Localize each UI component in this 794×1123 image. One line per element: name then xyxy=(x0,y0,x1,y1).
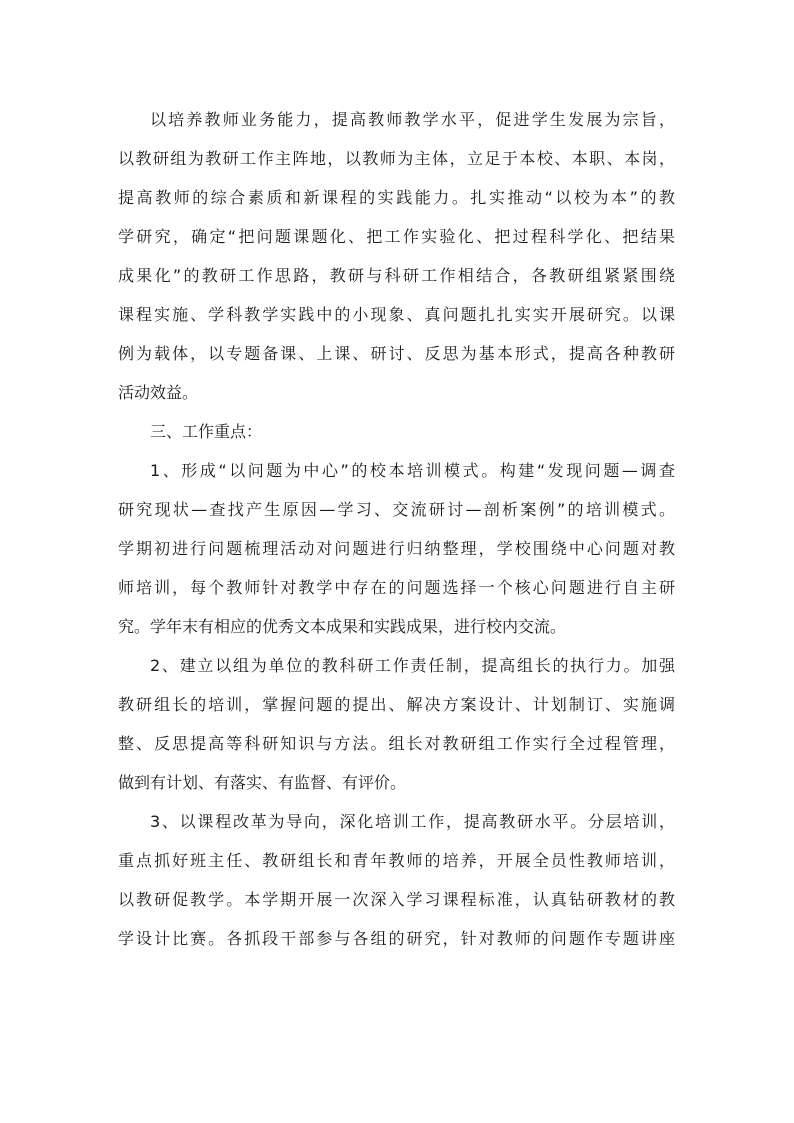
text-line: 以培养教师业务能力，提高教师教学水平，促进学生发展为宗旨， xyxy=(150,110,675,129)
text-line: 活动效益。 xyxy=(118,383,199,402)
document-body xyxy=(118,100,675,958)
text-line: 课程实施、学科教学实践中的小现象、真问题扎扎实实开展研究。以课 xyxy=(118,305,675,324)
text-line: 成果化”的教研工作思路，教研与科研工作相结合，各教研组紧紧围绕 xyxy=(118,266,675,285)
text-line: 教研组长的培训，掌握问题的提出、解决方案设计、计划制订、实施调 xyxy=(118,695,675,714)
text-line: 提高教师的综合素质和新课程的实践能力。扎实推动“以校为本”的教 xyxy=(118,188,675,207)
text-line: 以教研组为教研工作主阵地，以教师为主体，立足于本校、本职、本岗， xyxy=(118,149,675,168)
text-line: 重点抓好班主任、教研组长和青年教师的培养，开展全员性教师培训， xyxy=(118,851,675,870)
text-line: 3、以课程改革为导向，深化培训工作，提高教研水平。分层培训， xyxy=(150,812,675,831)
text-line: 学设计比赛。各抓段干部参与各组的研究，针对教师的问题作专题讲座 xyxy=(118,929,675,948)
text-line: 整、反思提高等科研知识与方法。组长对教研组工作实行全过程管理， xyxy=(118,734,675,753)
text-line: 学研究，确定“把问题课题化、把工作实验化、把过程科学化、把结果 xyxy=(118,227,675,246)
text-line: 研究现状—查找产生原因—学习、交流研讨—剖析案例”的培训模式。 xyxy=(118,500,675,519)
text-line: 做到有计划、有落实、有监督、有评价。 xyxy=(118,773,407,792)
paragraph-item-3 xyxy=(118,802,675,958)
paragraph-item-2 xyxy=(118,646,675,802)
section-heading xyxy=(118,412,675,451)
text-line: 以教研促教学。本学期开展一次深入学习课程标准，认真钻研教材的教 xyxy=(118,890,675,909)
paragraph-item-1 xyxy=(118,451,675,646)
text-line: 例为载体，以专题备课、上课、研讨、反思为基本形式，提高各种教研 xyxy=(118,344,675,363)
text-line: 究。学年末有相应的优秀文本成果和实践成果，进行校内交流。 xyxy=(118,617,567,636)
text-line: 师培训，每个教师针对教学中存在的问题选择一个核心问题进行自主研 xyxy=(118,578,675,597)
text-line: 2、建立以组为单位的教科研工作责任制，提高组长的执行力。加强 xyxy=(150,656,675,675)
text-line: 1、形成“以问题为中心”的校本培训模式。构建“发现问题—调查 xyxy=(150,461,675,480)
text-line: 学期初进行问题梳理活动对问题进行归纳整理，学校围绕中心问题对教 xyxy=(118,539,675,558)
paragraph-purpose xyxy=(118,100,675,412)
section-heading-text: 三、工作重点： xyxy=(150,422,263,441)
